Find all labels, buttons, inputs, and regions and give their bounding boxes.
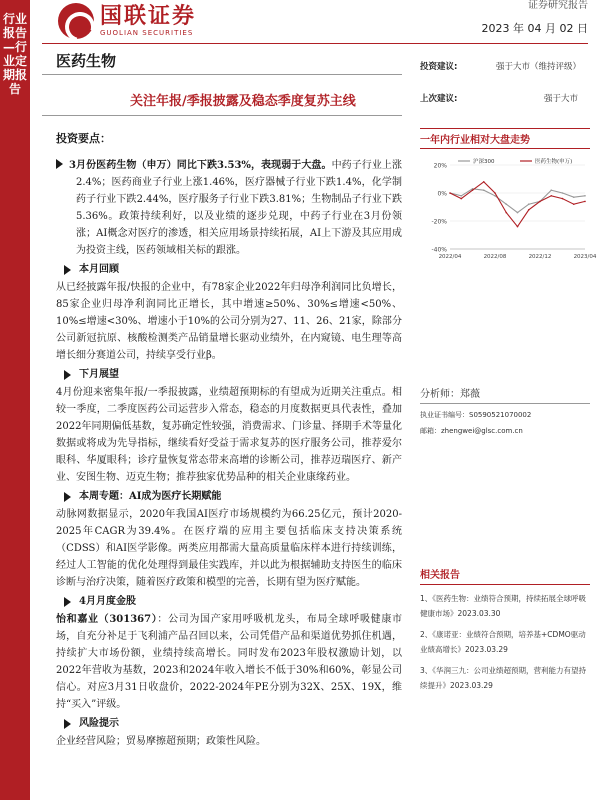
report-date: 2023 年 04 月 02 日 xyxy=(481,22,588,35)
data-point xyxy=(550,189,552,191)
x-tick-label: 2022/12 xyxy=(528,254,552,260)
rating-label: 投资建议: xyxy=(420,62,458,72)
x-tick-label: 2022/08 xyxy=(483,254,507,260)
section-title: 下月展望 xyxy=(79,369,119,380)
section-title: 本周专题：AI成为医疗长期赋能 xyxy=(79,491,222,502)
section-body: 企业经营风险；贸易摩擦超预期；政策性风险。 xyxy=(56,736,266,747)
x-tick-label: 2023/04 xyxy=(573,254,597,260)
analyst-email: 邮箱：zhengwei@glsc.com.cn xyxy=(420,427,523,435)
report-category: 行业报告—行业定期报告 xyxy=(3,12,28,96)
data-point xyxy=(539,201,541,203)
logo-name-en: GUOLIAN SECURITIES xyxy=(100,29,194,37)
logo-icon xyxy=(58,3,94,39)
y-tick-label: -40% xyxy=(431,246,447,254)
section-header xyxy=(56,366,402,383)
stock-pick: 怡和嘉业（301367） xyxy=(56,614,158,625)
summary-heading: 投资要点： xyxy=(56,132,111,145)
legend-label: 沪深300 xyxy=(473,159,495,165)
data-point xyxy=(573,203,575,205)
relative-performance-chart xyxy=(420,128,597,271)
section-body: 动脉网数据显示，2020年我国AI医疗市场规模约为66.25亿元，预计2020-2025年CAGR为39.4%。在医疗端的应用主要包括临床支持决策系统（CDSS）和AI医学影像。两类应用都需大量高质量临床样本进行持续训练，经过人工智能的优化处理得到最佳实践库，并以此为根据辅助支持医生的临床诊断与治疗决策，随着医疗政策和模型的完善，长期有望为医疗赋能。 xyxy=(56,509,402,588)
logo xyxy=(58,3,196,39)
bullet-icon xyxy=(64,597,71,607)
section-header xyxy=(56,488,402,505)
data-point xyxy=(573,196,575,198)
data-point xyxy=(562,192,564,194)
data-point xyxy=(517,212,519,214)
data-point xyxy=(449,192,451,194)
section-title: 本月回顾 xyxy=(79,264,119,275)
related-reports xyxy=(420,566,590,693)
series-line xyxy=(450,182,585,227)
analyst-info xyxy=(420,385,590,436)
section-header xyxy=(56,261,402,278)
chart-title: 一年内行业相对大盘走势 xyxy=(420,128,590,149)
section-body: 从已经披露年报/快报的企业中，有78家企业2022年归母净利润同比负增长，85家企业归母净利润同比正增长，其中增速≥50%、30%≤增速<50%、10%≤增速<30%、增速小于10%的公司分别为27、11、26、21家，除部分公司新冠抗原、核酸检测类产品销量增长驱动业绩外，在内窥镜、电生理等高增长细分赛道公司，持续享受行业β。 xyxy=(56,282,402,361)
data-point xyxy=(584,201,586,203)
data-point xyxy=(483,189,485,191)
analyst-name: 分析师：郑薇 xyxy=(420,385,590,404)
logo-name-cn: 国联证券 xyxy=(100,4,197,29)
section-header xyxy=(56,593,402,610)
data-point xyxy=(550,195,552,197)
y-tick-label: 20% xyxy=(433,162,447,170)
data-point xyxy=(584,195,586,197)
data-point xyxy=(528,203,530,205)
data-point xyxy=(483,181,485,183)
divider xyxy=(42,115,402,116)
data-point xyxy=(528,209,530,211)
section-market xyxy=(56,157,402,259)
industry-name: 医药生物 xyxy=(56,52,117,70)
investment-rating xyxy=(420,60,590,72)
x-tick-label: 2022/04 xyxy=(438,254,462,260)
divider xyxy=(42,74,402,75)
section-title: 风险提示 xyxy=(79,718,119,729)
rating-label: 上次建议: xyxy=(420,94,458,104)
bullet-icon xyxy=(64,265,71,275)
related-report-item[interactable]: 3、《华润三九：公司业绩超预期，营利能力有望持续提升》2023.03.29 xyxy=(420,666,587,690)
related-report-item[interactable]: 1、《医药生物：业绩符合预期，持续拓展全球呼吸健康市场》2023.03.30 xyxy=(420,594,587,618)
section-header xyxy=(56,715,402,732)
bullet-icon xyxy=(64,370,71,380)
bullet-icon xyxy=(64,492,71,502)
y-tick-label: -20% xyxy=(431,218,447,226)
header-divider xyxy=(42,43,588,44)
data-point xyxy=(505,212,507,214)
section-title: 3月份医药生物（申万）同比下跌3.53%，表现弱于大盘。 xyxy=(69,160,332,171)
data-point xyxy=(460,195,462,197)
data-point xyxy=(460,198,462,200)
data-point xyxy=(505,203,507,205)
related-reports-title: 相关报告 xyxy=(420,566,590,585)
section-body: 4月份迎来密集年报/一季报披露，业绩超预期标的有望成为近期关注重点。相较一季度，二季度医药公司运营步入常态，稳态的月度数据更具代表性，叠加2022年同期偏低基数，复苏确定性较强，消费需求、门诊量、择期手术等量化数据或将成为先导指标，继续看好受益于需求复苏的医疗服务公司，推荐爱尔眼科、华厦眼科；诊疗量恢复常态带来高增的诊断公司，推荐迈瑞医疗、新产业、安图生物、迈克生物；推荐独家优势品种的相关企业康缘药业。 xyxy=(56,387,402,483)
report-title: 关注年报/季报披露及稳态季度复苏主线 xyxy=(130,94,356,109)
bullet-icon xyxy=(64,719,71,729)
chart-plot xyxy=(420,157,597,267)
stock-pick-body: ：公司为国产家用呼吸机龙头，布局全球呼吸健康市场，自充分补足于飞利浦产品召回以来，公司凭借产品和渠道优势抓住机遇，持续扩大市场份额，业绩持续高增长。同时发布2023年股权激励计划，以2022年营收为基数，2023和2024年收入增长不低于30%和60%，彰显公司信心。对应3月31日收盘价，2022-2024年PE分别为32X、25X、19X，维持“买入”评级。 xyxy=(56,614,403,710)
data-point xyxy=(494,192,496,194)
section-body xyxy=(56,611,402,713)
rating-value: 强于大市（维持评级） xyxy=(496,62,582,72)
analyst-cert: 执业证书编号：S0590521070002 xyxy=(420,411,532,419)
bullet-icon xyxy=(56,159,63,169)
related-report-item[interactable]: 2、《康诺亚：业绩符合预期，培养基+CDMO驱动业绩高增长》2023.03.29 xyxy=(420,630,586,654)
data-point xyxy=(562,198,564,200)
section-body: 中药子行业上涨2.4%；医药商业子行业上涨1.46%，医疗器械子行业下跌1.4%，化学制药子行业下跌2.44%，医疗服务子行业下跌3.81%；生物制品子行业下跌5.36%。政策持续利好，以及业绩的逐步兑现，中药子行业在3月份领涨；AI概念对医疗的渗透，相关应用场景持续拓展，AI上下游及其应用成为投资主线，医药领域相关标的跟涨。 xyxy=(76,160,402,256)
y-tick-label: 0% xyxy=(437,190,447,198)
data-point xyxy=(517,226,519,228)
data-point xyxy=(494,195,496,197)
rating-value: 强于大市 xyxy=(544,94,579,104)
data-point xyxy=(472,189,474,191)
section-title: 4月月度金股 xyxy=(79,596,136,607)
legend-label: 医药生物(申万) xyxy=(535,159,573,165)
sidebar-band xyxy=(0,0,30,800)
document-type: 证券研究报告 xyxy=(528,0,588,11)
previous-rating xyxy=(420,92,590,104)
main-content xyxy=(56,124,402,750)
